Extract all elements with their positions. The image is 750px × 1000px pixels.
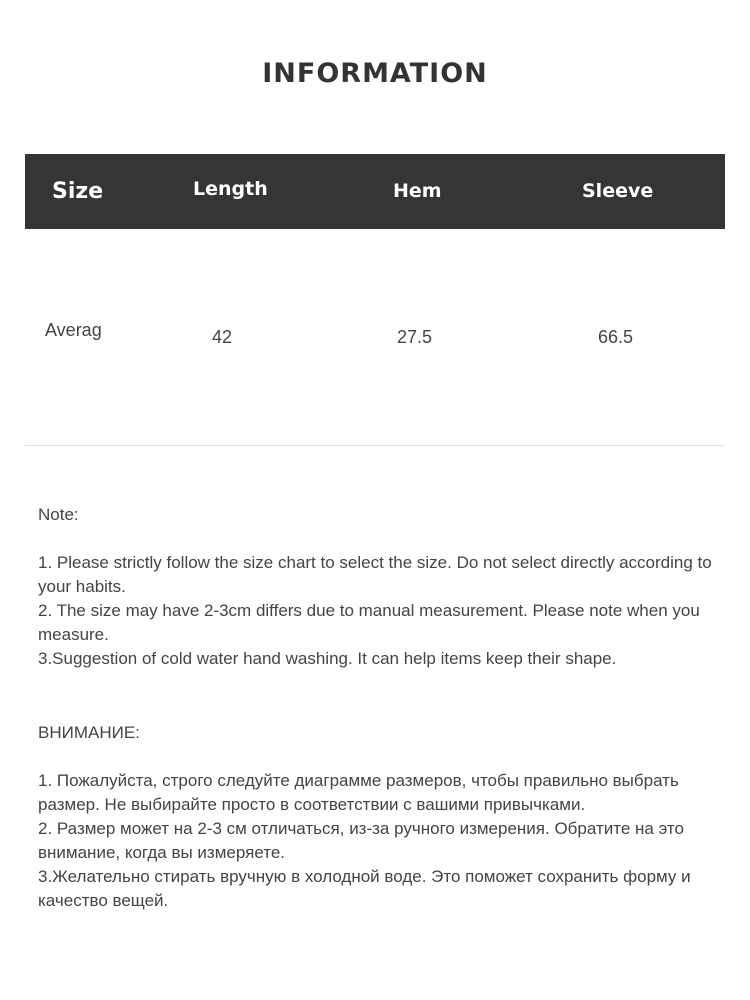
cell-hem: 27.5 — [397, 327, 433, 347]
note-line: 1. Please strictly follow the size chart to select the size. Do not select directly according to your habits. — [38, 553, 712, 596]
cell-size: Averag — [45, 320, 102, 340]
note-russian — [38, 721, 718, 913]
header-size: Size — [52, 179, 104, 204]
header-length: Length — [193, 178, 268, 200]
table-divider — [25, 445, 725, 446]
note-line: 1. Пожалуйста, строго следуйте диаграмме размеров, чтобы правильно выбрать размер. Не выбирайте просто в соответствии с вашими привычками. — [38, 771, 679, 814]
cell-length: 42 — [212, 327, 233, 347]
note-line: 3.Желательно стирать вручную в холодной воде. Это поможет сохранить форму и качество вещей. — [38, 867, 691, 910]
note-heading: Note: — [38, 505, 79, 524]
note-english — [38, 503, 718, 671]
note-line: 2. Размер может на 2-3 см отличаться, из-за ручного измерения. Обратите на это внимание, когда вы измеряете. — [38, 819, 684, 862]
cell-sleeve: 66.5 — [598, 327, 634, 347]
page-title: INFORMATION — [262, 58, 488, 89]
note-line: 2. The size may have 2-3cm differs due to manual measurement. Please note when you measure. — [38, 601, 700, 644]
header-hem: Hem — [393, 180, 442, 202]
note-line: 3.Suggestion of cold water hand washing. It can help items keep their shape. — [38, 649, 617, 668]
note-heading: ВНИМАНИЕ: — [38, 723, 140, 742]
header-sleeve: Sleeve — [582, 180, 654, 202]
size-table-header — [25, 154, 725, 229]
